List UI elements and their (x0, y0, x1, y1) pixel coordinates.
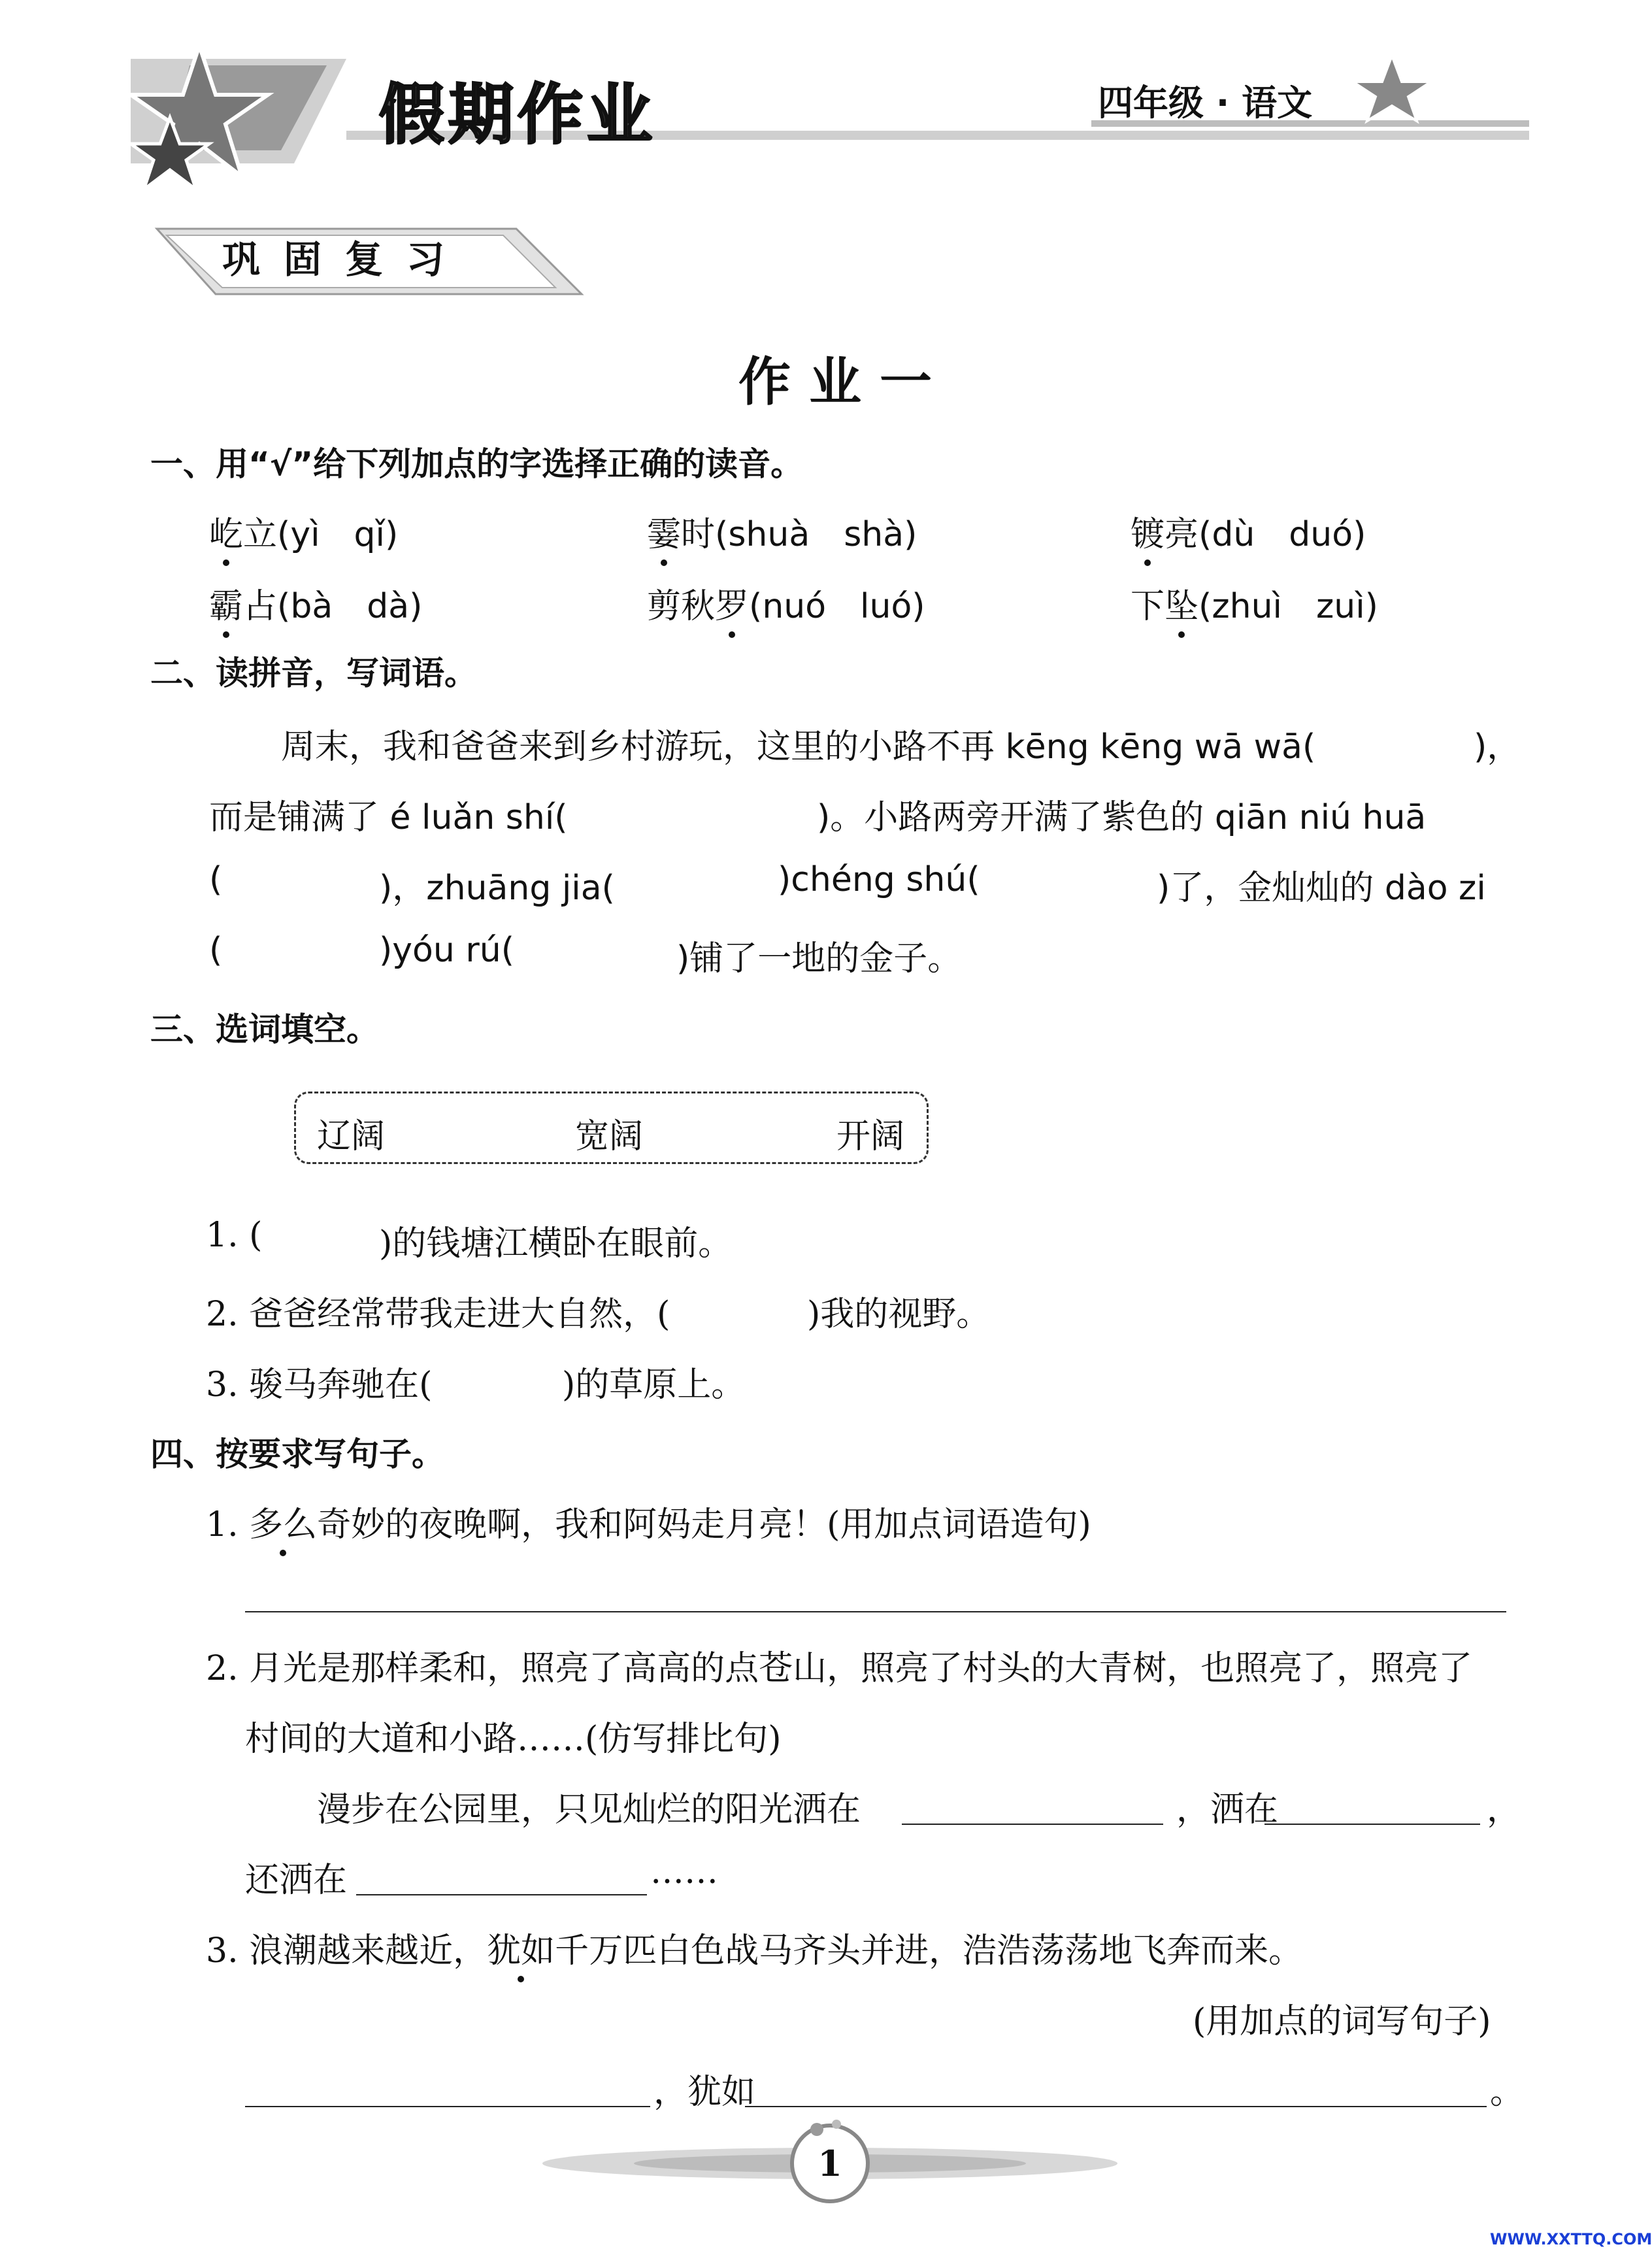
q2-line: ( (209, 931, 223, 970)
q1-item: 剪秋罗(nuó luó) (647, 578, 925, 627)
q3-item: 3. 骏马奔驰在( (206, 1365, 433, 1405)
header-banner (131, 52, 1529, 170)
q4-fill-text: ，犹如 (653, 2073, 756, 2112)
q1-item: 屹立(yì qǐ) (209, 507, 398, 556)
q4-sentence-2: 2. 月光是那样柔和，照亮了高高的点苍山，照亮了村头的大青树，也照亮了，照亮了 (206, 1649, 1473, 1688)
q4-fill-text: 漫步在公园里，只见灿烂的阳光洒在 (317, 1790, 861, 1829)
watermark: WWW.XXTTQ.COM (1490, 2230, 1652, 2248)
q2-line: )chéng shú( (778, 860, 980, 899)
grade-subject: 四年级 · 语文 (1098, 82, 1313, 124)
q2-line: )yóu rú( (379, 931, 514, 970)
q2-line: )， (1474, 727, 1521, 767)
word-option: 辽阔 (317, 1117, 386, 1156)
q4-fill-text: ， (1487, 1790, 1521, 1829)
header-title: 假期作业 (379, 76, 656, 153)
q3-item: )我的视野。 (807, 1295, 991, 1334)
word-option: 宽阔 (575, 1117, 644, 1156)
q2-line: )。小路两旁开满了紫色的 qiān niú huā (817, 798, 1427, 837)
star-icon (124, 39, 274, 205)
q3-item: )的草原上。 (562, 1365, 746, 1405)
q4-fill-text: …… (650, 1852, 718, 1892)
q4-fill-text: ，洒在 (1176, 1790, 1279, 1829)
q4-fill-text: 还洒在 (245, 1861, 348, 1900)
answer-line[interactable] (356, 1894, 647, 1895)
q3-item: )的钱塘江横卧在眼前。 (379, 1224, 733, 1263)
q1-item: 霸占(bà dà) (209, 578, 422, 627)
small-star-icon (1346, 52, 1438, 127)
q3-item: 1. ( (206, 1216, 263, 1255)
q1-item: 下坠(zhuì zuì) (1131, 578, 1378, 627)
answer-line[interactable] (1264, 1824, 1480, 1825)
word-option: 开阔 (836, 1117, 905, 1156)
q4-fill-text: 。 (1490, 2073, 1525, 2112)
q2-line: ( (209, 860, 223, 899)
q1-heading: 一、用“√”给下列加点的字选择正确的读音。 (150, 445, 804, 483)
q3-heading: 三、选词填空。 (150, 1010, 379, 1048)
q2-line: 周末，我和爸爸来到乡村游玩，这里的小路不再 kēng kēng wā wā( (281, 727, 1316, 767)
q4-sentence-2-cont: 村间的大道和小路……(仿写排比句) (245, 1720, 782, 1759)
q1-item: 镀亮(dù duó) (1131, 507, 1366, 556)
answer-line[interactable] (245, 2106, 650, 2107)
q3-item: 2. 爸爸经常带我走进大自然，( (206, 1295, 670, 1334)
q1-item: 霎时(shuà shà) (647, 507, 917, 556)
answer-line[interactable] (745, 2106, 1487, 2107)
q4-sentence-1: 1. 多么奇妙的夜晚啊，我和阿妈走月亮！(用加点词语造句) (206, 1497, 1091, 1546)
q2-line: )了，金灿灿的 dào zi (1157, 869, 1486, 908)
q4-heading: 四、按要求写句子。 (150, 1435, 444, 1473)
section-tag-label: 巩固复习 (222, 237, 469, 282)
page-number: 1 (818, 2143, 842, 2184)
q2-heading: 二、读拼音，写词语。 (150, 654, 477, 692)
header-decoration (131, 52, 1529, 170)
answer-line[interactable] (245, 1611, 1506, 1612)
answer-line[interactable] (902, 1824, 1163, 1825)
assignment-title: 作业一 (738, 351, 950, 412)
q2-line: 而是铺满了 é luǎn shí( (209, 798, 568, 837)
q2-line: )铺了一地的金子。 (676, 939, 962, 978)
q4-sentence-3: 3. 浪潮越来越近，犹如千万匹白色战马齐头并进，浩浩荡荡地飞奔而来。 (206, 1923, 1302, 1972)
q4-note: (用加点的词写句子) (1193, 2002, 1491, 2041)
q2-line: )，zhuāng jia( (379, 869, 615, 908)
